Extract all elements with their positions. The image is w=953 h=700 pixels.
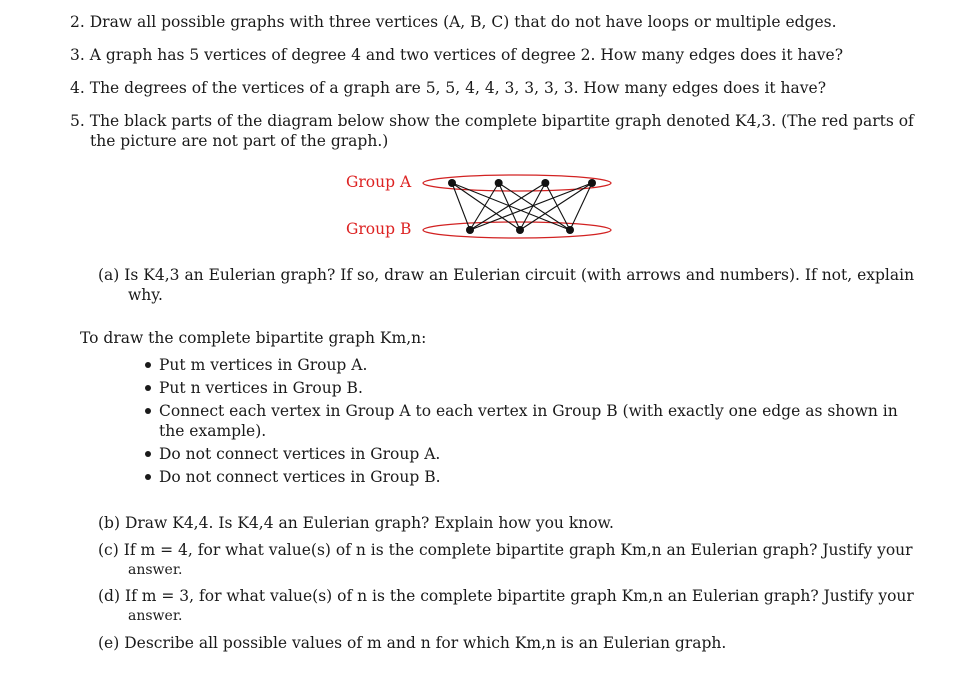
part-a bbox=[98, 265, 914, 285]
bullet-item: Do not connect vertices in Group B. bbox=[159, 468, 441, 486]
part-text-line1: Is K4,3 an Eulerian graph? If so, draw an Eulerian circuit (with arrows and numbers). If not, explain bbox=[124, 266, 915, 284]
problem-5 bbox=[70, 111, 914, 131]
bullet-item-continued: the example). bbox=[159, 422, 267, 440]
part-text-line1: Describe all possible values of m and n for which Km,n is an Eulerian graph. bbox=[124, 634, 727, 652]
part-label: (a) bbox=[98, 266, 120, 284]
group-a-vertex bbox=[495, 179, 503, 187]
group-a-vertex bbox=[541, 179, 549, 187]
part-label: (e) bbox=[98, 634, 120, 652]
problem-5-line2: the picture are not part of the graph.) bbox=[90, 132, 389, 150]
problem-2 bbox=[70, 12, 837, 32]
part-c-line2: answer. bbox=[128, 562, 183, 578]
part-text-line1: Draw K4,4. Is K4,4 an Eulerian graph? Explain how you know. bbox=[124, 514, 614, 532]
group-b-vertex bbox=[566, 226, 574, 234]
problem-text: A graph has 5 vertices of degree 4 and two vertices of degree 2. How many edges does it have? bbox=[89, 46, 843, 64]
bullet-dot bbox=[145, 451, 151, 457]
part-d bbox=[98, 586, 914, 606]
bullet-item: Do not connect vertices in Group A. bbox=[159, 445, 441, 463]
bullet-dot bbox=[145, 385, 151, 391]
problem-number: 2. bbox=[70, 13, 85, 31]
part-c bbox=[98, 540, 913, 560]
part-text-line1: If m = 4, for what value(s) of n is the complete bipartite graph Km,n an Eulerian graph? Justify your bbox=[123, 541, 913, 559]
problem-4 bbox=[70, 78, 826, 98]
group-b-label: Group B bbox=[346, 220, 412, 238]
group-a-vertex bbox=[588, 179, 596, 187]
bullet-dot bbox=[145, 474, 151, 480]
bipartite-graph-diagram bbox=[420, 168, 620, 244]
bullet-dot bbox=[145, 362, 151, 368]
graph-edge bbox=[520, 183, 545, 230]
part-b bbox=[98, 513, 614, 533]
bullet-item: Connect each vertex in Group A to each vertex in Group B (with exactly one edge as shown in bbox=[159, 402, 898, 420]
bullet-item: Put n vertices in Group B. bbox=[159, 379, 363, 397]
bullet-dot bbox=[145, 408, 151, 414]
group-a-vertex bbox=[448, 179, 456, 187]
problem-text-line1: The black parts of the diagram below show the complete bipartite graph denoted K4,3. (The red parts of bbox=[89, 112, 914, 130]
instructions-intro: To draw the complete bipartite graph Km,n: bbox=[80, 329, 427, 347]
part-text-line1: If m = 3, for what value(s) of n is the complete bipartite graph Km,n an Eulerian graph? Justify your bbox=[124, 587, 914, 605]
part-d-line2: answer. bbox=[128, 608, 183, 624]
group-a-label: Group A bbox=[346, 173, 412, 191]
problem-number: 4. bbox=[70, 79, 85, 97]
problem-3 bbox=[70, 45, 843, 65]
part-a-line2: why. bbox=[128, 286, 163, 304]
part-e bbox=[98, 633, 726, 653]
problem-number: 3. bbox=[70, 46, 85, 64]
bullet-item: Put m vertices in Group A. bbox=[159, 356, 368, 374]
part-label: (c) bbox=[98, 541, 119, 559]
group-b-vertex bbox=[516, 226, 524, 234]
part-label: (b) bbox=[98, 514, 121, 532]
group-b-vertex bbox=[466, 226, 474, 234]
problem-text: The degrees of the vertices of a graph are 5, 5, 4, 4, 3, 3, 3, 3. How many edges does it have? bbox=[89, 79, 827, 97]
problem-number: 5. bbox=[70, 112, 85, 130]
problem-text: Draw all possible graphs with three vertices (A, B, C) that do not have loops or multiple edges. bbox=[89, 13, 837, 31]
part-label: (d) bbox=[98, 587, 121, 605]
